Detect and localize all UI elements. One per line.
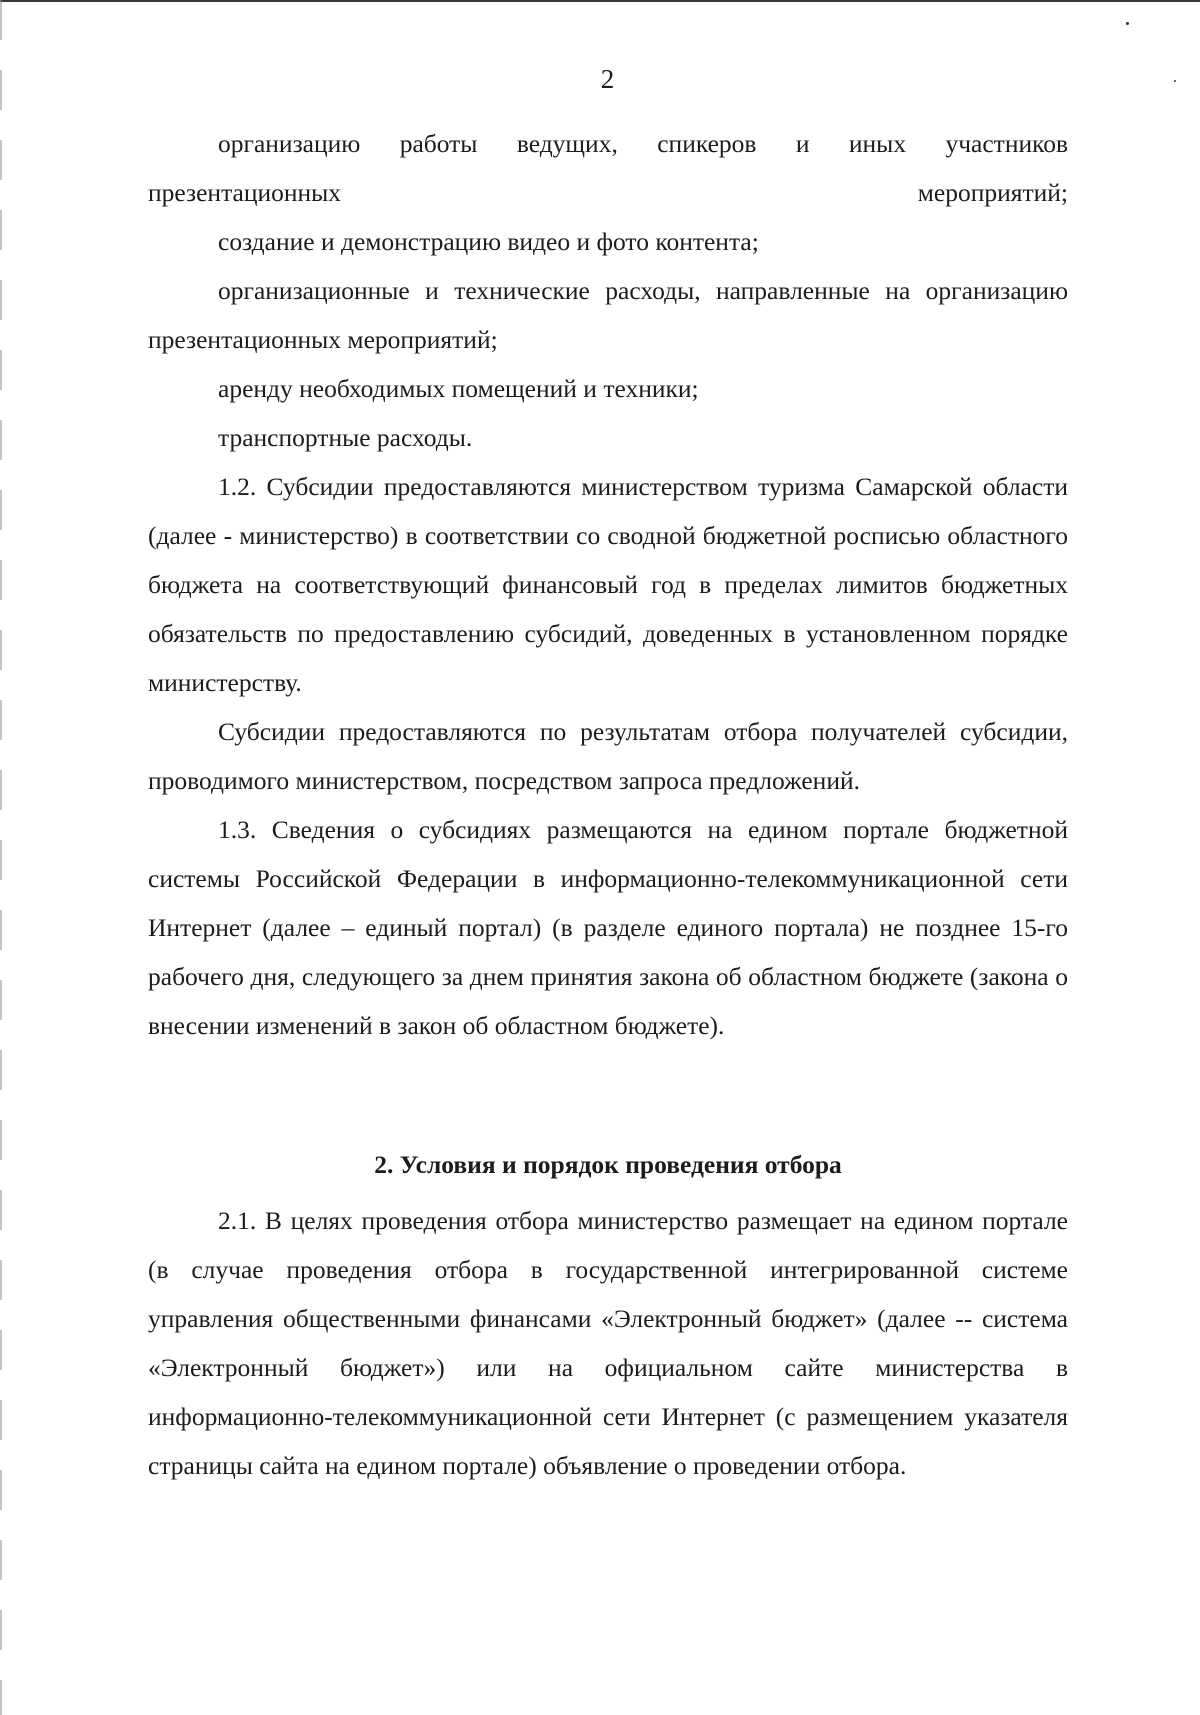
page-number: 2 [600, 64, 615, 94]
paragraph-transport: транспортные расходы. [218, 423, 473, 452]
paragraph-organization-of-presenters: организацию работы ведущих, спикеров и иных участников презентационных мероприятий; [148, 129, 1068, 207]
scan-speck [1126, 22, 1129, 25]
paragraph-organizational-expenses: организационные и технические расходы, направленные на организацию презентационных мероприятий; [148, 276, 1068, 354]
paragraph-2-1: 2.1. В целях проведения отбора министерство размещает на едином портале (в случае проведения отбора в государственной интегрированной системе управления общественными финансами «Электронный бюджет» (далее -- система «Электронный бюджет») или на официальном сайте министерства в информационно-телекоммуникационной сети Интернет (с размещением указателя страницы сайта на едином портале) объявление о проведении отбора. [148, 1206, 1068, 1480]
paragraph-rent: аренду необходимых помещений и техники; [218, 374, 699, 403]
paragraph-1-3: 1.3. Сведения о субсидиях размещаются на едином портале бюджетной системы Российской Федерации в информационно-телекоммуникационной сети Интернет (далее – единый портал) (в разделе единого портала) не позднее 15-го рабочего дня, следующего за днем принятия закона об областном бюджете (закона о внесении изменений в закон об областном бюджете). [148, 815, 1068, 1040]
scan-top-edge [0, 0, 1200, 2]
paragraph-selection-results: Субсидии предоставляются по результатам отбора получателей субсидии, проводимого министерством, посредством запроса предложений. [148, 717, 1068, 795]
paragraph-1-2: 1.2. Субсидии предоставляются министерством туризма Самарской области (далее - министерство) в соответствии со сводной бюджетной росписью областного бюджета на соответствующий финансовый год в пределах лимитов бюджетных обязательств по предоставлению субсидий, доведенных в установленном порядке министерству. [148, 472, 1068, 697]
section-body-text [148, 1196, 1068, 1490]
scan-left-edge [0, 0, 2, 1715]
section-heading: 2. Условия и порядок проведения отбора [374, 1150, 842, 1179]
paragraph-video-photo-content: создание и демонстрацию видео и фото контента; [218, 227, 759, 256]
body-text [148, 119, 1068, 1050]
